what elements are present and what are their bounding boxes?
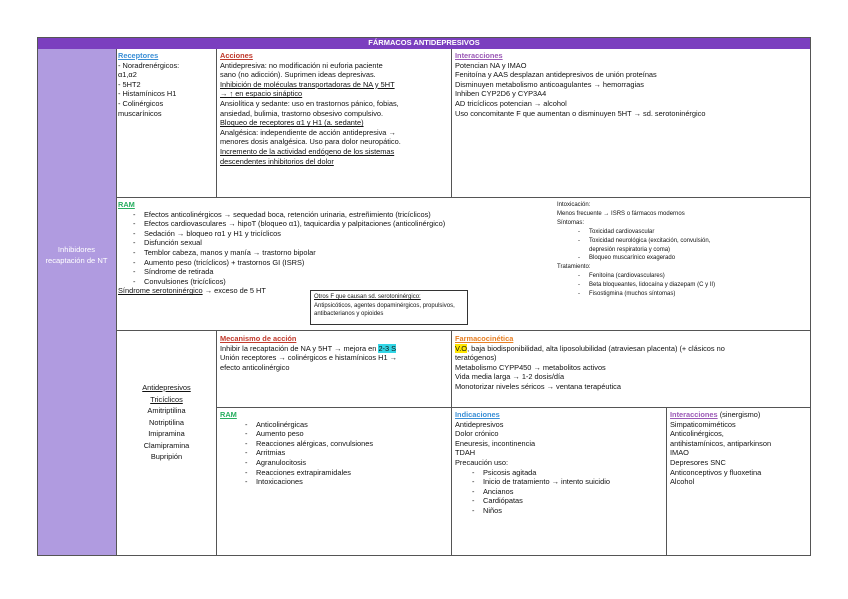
- farmaco-line: Metabolismo CYPP450 → metabolitos activos: [455, 362, 606, 372]
- tri-ram-item: - Intoxicaciones: [242, 477, 448, 487]
- serotonin-label: Síndrome serotoninérgico: [118, 286, 203, 296]
- precaucion-item: - Inicio de tratamiento → intento suicidio: [469, 477, 663, 487]
- farmaco-line: Monotorizar niveles séricos → ventana terapéutica: [455, 381, 621, 391]
- intox-sintoma: - Toxicidad neurológica (excitación, convulsión,: [575, 237, 807, 246]
- serotonin-rest: → exceso de 5 HT: [202, 286, 266, 296]
- line-h-top: [116, 197, 811, 198]
- acciones-heading: Acciones: [220, 51, 253, 60]
- acciones-line: Antidepresiva: no modificación ni euforia paciente: [220, 60, 383, 70]
- tri-interacciones-line: Alcohol: [670, 477, 695, 487]
- ram-item: - Síndrome de retirada: [130, 267, 550, 277]
- tri-interacciones-line: Anticolinérgicos,: [670, 429, 724, 439]
- tri-ram-item: - Reacciones alérgicas, convulsiones: [242, 439, 448, 449]
- farmaco-line: Vida media larga → 1-2 dosis/día: [455, 372, 565, 382]
- tri-interacciones-line: antihistamínicos, antiparkinson: [670, 438, 772, 448]
- intox-line: Menos frecuente → ISRS o fármacos modernos: [557, 210, 685, 217]
- intox-sintoma: - Toxicidad cardiovascular: [575, 228, 807, 237]
- drug-item: Bupripión: [150, 452, 183, 461]
- tri-ram-item: - Reacciones extrapiramidales: [242, 468, 448, 478]
- interacciones-line: Disminuyen metabolismo anticoagulantes → hemorragias: [455, 79, 644, 89]
- indicaciones-line: Dolor crónico: [455, 429, 499, 439]
- acciones-line: sano (no adicción). Suprimen ideas depresivas.: [220, 70, 376, 80]
- triciclicos-subtitle: Tricíclicos: [150, 394, 183, 404]
- tri-interacciones-heading: Interacciones: [670, 410, 718, 419]
- tri-interacciones-line: Depresores SNC: [670, 457, 726, 467]
- line-v-acc: [451, 49, 452, 197]
- mecanismo-line: Unión receptores → colinérgicos e histamínicos H1 →: [220, 353, 398, 363]
- intox-tratamiento: - Fisostigmina (muchos síntomas): [575, 290, 807, 299]
- serotonin-box-line: antibacterianos y opioides: [314, 311, 384, 318]
- line-v-mec: [451, 330, 452, 556]
- receptores-line: - Colinérgicos: [118, 98, 164, 108]
- group-label: Inhibidores recaptación de NT: [45, 245, 108, 265]
- farmaco-line: teratógenos): [455, 353, 497, 363]
- ram-heading: RAM: [118, 200, 135, 209]
- acciones-line: Bloqueo de receptores α1 y H1 (a. sedante): [220, 118, 364, 128]
- drug-item: Amitriptilina: [147, 406, 186, 415]
- mecanismo-line: [220, 344, 448, 354]
- precaucion-item: - Niños: [469, 506, 663, 516]
- acciones-line: descendentes inhibitorios del dolor: [220, 156, 334, 166]
- interacciones-heading: Interacciones: [455, 51, 503, 60]
- interacciones-line: AD tricíclicos potencian → alcohol: [455, 98, 567, 108]
- intox-sintoma-cont: depresión respiratoria y coma): [589, 246, 671, 253]
- tri-interacciones-line: Simpaticomiméticos: [670, 419, 736, 429]
- tri-interacciones-header: [670, 410, 809, 420]
- ram-cell: [118, 200, 550, 296]
- receptores-line: - Noradrenérgicos:: [118, 60, 180, 70]
- acciones-line: Ansiolítica y sedante: uso en trastornos pánico, fobias,: [220, 98, 399, 108]
- intox-cell: [557, 201, 807, 299]
- tri-ram-item: - Agranulocitosis: [242, 458, 448, 468]
- farmaco-text: , baja biodisponibilidad, alta liposolubilidad (atraviesan placenta) (+ clásicos no: [467, 343, 725, 353]
- mecanismo-highlight: 2-3 S: [378, 343, 397, 353]
- indicaciones-line: Antidepresivos: [455, 419, 504, 429]
- ram-item: - Temblor cabeza, manos y manía → trastorno bipolar: [130, 248, 550, 258]
- acciones-line: → ↑ en espacio sináptico: [220, 89, 303, 99]
- receptores-cell: [118, 51, 214, 118]
- interacciones-line: Potencian NA y IMAO: [455, 60, 527, 70]
- drug-item: Imipramina: [148, 429, 185, 438]
- acciones-line: Inhibición de moléculas transportadoras de NA y 5HT: [220, 79, 395, 89]
- line-h-ram: [116, 330, 811, 331]
- line-v-rec: [216, 49, 217, 197]
- serotonin-box-title: Otros F que causan sd. serotoninérgico:: [314, 294, 421, 300]
- indicaciones-line: Eneuresis, incontinencia: [455, 438, 536, 448]
- farmaco-line: [455, 344, 807, 354]
- mecanismo-text: Inhibir la recaptación de NA y 5HT → mejora en: [220, 343, 379, 353]
- ram-item: - Disfunción sexual: [130, 238, 550, 248]
- receptores-line: - 5HT2: [118, 79, 141, 89]
- triciclicos-label: [117, 382, 216, 463]
- drug-item: Clamipramina: [143, 440, 190, 450]
- drug-item: Notriptilina: [149, 417, 184, 427]
- mecanismo-heading: Mecanismo de acción: [220, 334, 297, 343]
- indicaciones-line: TDAH: [455, 448, 476, 458]
- farmaco-vo: V.O: [455, 343, 468, 353]
- tri-interacciones-line: Anticonceptivos y fluoxetina: [670, 467, 762, 477]
- ram-item: - Sedación → bloqueo rα1 y H1 y tricíclicos: [130, 229, 550, 239]
- intox-tratamiento: - Fenitoína (cardiovasculares): [575, 272, 807, 281]
- indicaciones-heading: Indicaciones: [455, 410, 500, 419]
- receptores-line: muscarínicos: [118, 108, 162, 118]
- tri-ram-heading: RAM: [220, 410, 237, 419]
- acciones-line: ansiedad, bulimia, trastorno obsesivo compulsivo.: [220, 108, 384, 118]
- indicaciones-cell: [455, 410, 663, 516]
- mecanismo-line: efecto anticolinérgico: [220, 362, 290, 372]
- line-h-mec: [216, 407, 811, 408]
- line-v-ind: [666, 407, 667, 556]
- interacciones-line: Uso concomitante F que aumentan o disminuyen 5HT → sd. serotoninérgico: [455, 108, 706, 118]
- acciones-line: Analgésica: independiente de acción antidepresiva →: [220, 127, 396, 137]
- intox-tratamiento: - Beta bloqueantes, lidocaína y diazepam (C y II): [575, 281, 807, 290]
- page-title: FÁRMACOS ANTIDEPRESIVOS: [368, 38, 480, 47]
- serotonin-box: [310, 290, 468, 325]
- interacciones-line: Fenitoína y AAS desplazan antidepresivos de unión proteínas: [455, 70, 657, 80]
- line-v-main: [116, 49, 117, 556]
- interacciones-cell: [455, 51, 807, 118]
- ram-item: - Aumento peso (tricíclicos) + trastornos GI (ISRS): [130, 258, 550, 268]
- precaucion-item: - Psicosis agitada: [469, 468, 663, 478]
- tri-interacciones-suffix: (sinergismo): [717, 410, 761, 419]
- receptores-line: α1,α2: [118, 70, 137, 80]
- acciones-cell: [220, 51, 448, 166]
- tri-ram-item: - Arritmias: [242, 448, 448, 458]
- farmaco-heading: Farmacocinética: [455, 334, 514, 343]
- acciones-line: menores dosis analgésica. Uso para dolor neuropático.: [220, 137, 401, 147]
- acciones-line: Incremento de la actividad endógeno de los sistemas: [220, 146, 395, 156]
- receptores-heading: Receptores: [118, 51, 159, 60]
- ram-item: - Convulsiones (tricíclicos): [130, 277, 550, 287]
- triciclicos-title: Antidepresivos: [142, 383, 191, 392]
- tri-ram-item: - Aumento peso: [242, 429, 448, 439]
- tri-interacciones-line: IMAO: [670, 448, 689, 458]
- tri-interacciones-cell: [670, 410, 809, 487]
- indicaciones-line: Precaución uso:: [455, 457, 508, 467]
- precaucion-item: - Cardiópatas: [469, 496, 663, 506]
- interacciones-line: Inhiben CYP2D6 y CYP3A4: [455, 89, 547, 99]
- tri-ram-item: - Anticolinérgicas: [242, 420, 448, 430]
- intox-sintoma: - Bloqueo muscarínico exagerado: [575, 254, 807, 263]
- intox-line: Tratamiento:: [557, 264, 591, 271]
- mecanismo-cell: [220, 334, 448, 372]
- intox-line: Síntomas:: [557, 219, 585, 226]
- serotonin-box-line: Antipsicóticos, agentes dopaminérgicos, propulsivos,: [314, 302, 455, 309]
- farmaco-cell: [455, 334, 807, 392]
- tri-ram-cell: [220, 410, 448, 487]
- receptores-line: - Histamínicos H1: [118, 89, 177, 99]
- precaucion-item: - Ancianos: [469, 487, 663, 497]
- line-v-tri: [216, 330, 217, 556]
- ram-item: - Efectos cardiovasculares → hipoT (bloqueo α1), taquicardia y palpitaciones (anticolinérgico): [130, 219, 550, 229]
- ram-item: - Efectos anticolinérgicos → sequedad boca, retención urinaria, estreñimiento (tricíclicos): [130, 210, 550, 220]
- intox-line: Intoxicación:: [557, 202, 591, 208]
